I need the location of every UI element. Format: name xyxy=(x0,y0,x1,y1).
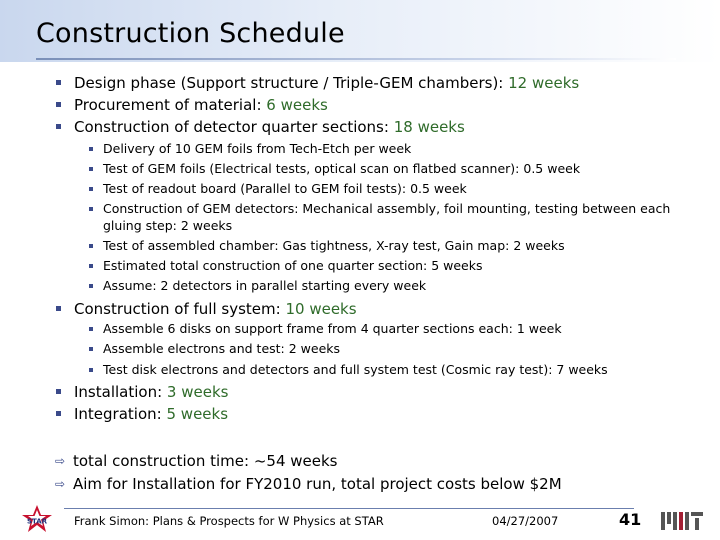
sub-bullet-text: Test of assembled chamber: Gas tightness, X-ray test, Gain map: 2 weeks xyxy=(103,238,565,253)
square-bullet-icon xyxy=(56,102,61,107)
square-bullet-icon xyxy=(56,411,61,416)
bullet-text: Installation: xyxy=(74,383,163,401)
sub-bullet-text: gluing step: 2 weeks xyxy=(103,218,233,233)
sub-bullet-text: Assemble 6 disks on support frame from 4 quarter sections each: 1 week xyxy=(103,321,562,336)
sub-bullet-text: Delivery of 10 GEM foils from Tech-Etch per week xyxy=(103,141,412,156)
bullet-text: Construction of full system: xyxy=(74,300,281,318)
square-bullet-icon xyxy=(56,80,61,85)
square-bullet-icon xyxy=(56,306,61,311)
mit-logo-text: MIT xyxy=(681,531,683,532)
star-logo-icon xyxy=(14,504,60,536)
duration-value: 5 weeks xyxy=(166,405,229,423)
sub-bullet-text: Test disk electrons and detectors and full system test (Cosmic ray test): 7 weeks xyxy=(103,362,608,377)
conclusion-text: Aim for Installation for FY2010 run, total project costs below $2M xyxy=(73,475,562,493)
footer-date: 04/27/2007 xyxy=(492,514,559,528)
square-bullet-icon xyxy=(89,327,93,331)
square-bullet-icon xyxy=(89,368,93,372)
sub-bullet-text: Construction of GEM detectors: Mechanical assembly, foil mounting, testing between each xyxy=(103,201,671,216)
sub-bullet-text: Estimated total construction of one quarter section: 5 weeks xyxy=(103,258,483,273)
sub-bullet-text: Test of readout board (Parallel to GEM foil tests): 0.5 week xyxy=(103,181,467,196)
duration-value: 3 weeks xyxy=(166,383,229,401)
square-bullet-icon xyxy=(56,124,61,129)
bullet-text: Construction of detector quarter sections: xyxy=(74,118,389,136)
square-bullet-icon xyxy=(56,389,61,394)
conclusion-text: total construction time: ~54 weeks xyxy=(73,452,338,470)
duration-value: 6 weeks xyxy=(266,96,328,114)
square-bullet-icon xyxy=(89,347,93,351)
duration-value: 10 weeks xyxy=(285,300,357,318)
arrow-right-icon: ⇨ xyxy=(55,454,66,468)
bullet-text: Integration: xyxy=(74,405,162,423)
square-bullet-icon xyxy=(89,264,93,268)
star-logo-text: STAR xyxy=(26,517,48,526)
square-bullet-icon xyxy=(89,187,93,191)
sub-bullet-text: Test of GEM foils (Electrical tests, optical scan on flatbed scanner): 0.5 week xyxy=(103,161,581,176)
duration-value: 12 weeks xyxy=(508,74,580,92)
square-bullet-icon xyxy=(89,284,93,288)
arrow-right-icon: ⇨ xyxy=(55,477,66,491)
page-number: 41 xyxy=(619,510,642,529)
square-bullet-icon xyxy=(89,244,93,248)
bullet-text: Procurement of material: xyxy=(74,96,262,114)
square-bullet-icon xyxy=(89,147,93,151)
footer-author: Frank Simon: Plans & Prospects for W Physics at STAR xyxy=(74,514,384,528)
footer-divider xyxy=(64,508,634,509)
bullet-text: Design phase (Support structure / Triple-GEM chambers): xyxy=(74,74,504,92)
square-bullet-icon xyxy=(89,167,93,171)
duration-value: 18 weeks xyxy=(393,118,465,136)
mit-logo-icon xyxy=(660,510,704,532)
sub-bullet-text: Assemble electrons and test: 2 weeks xyxy=(103,341,341,356)
square-bullet-icon xyxy=(89,207,93,211)
sub-bullet-text: Assume: 2 detectors in parallel starting every week xyxy=(103,278,427,293)
slide-title: Construction Schedule xyxy=(36,18,345,49)
